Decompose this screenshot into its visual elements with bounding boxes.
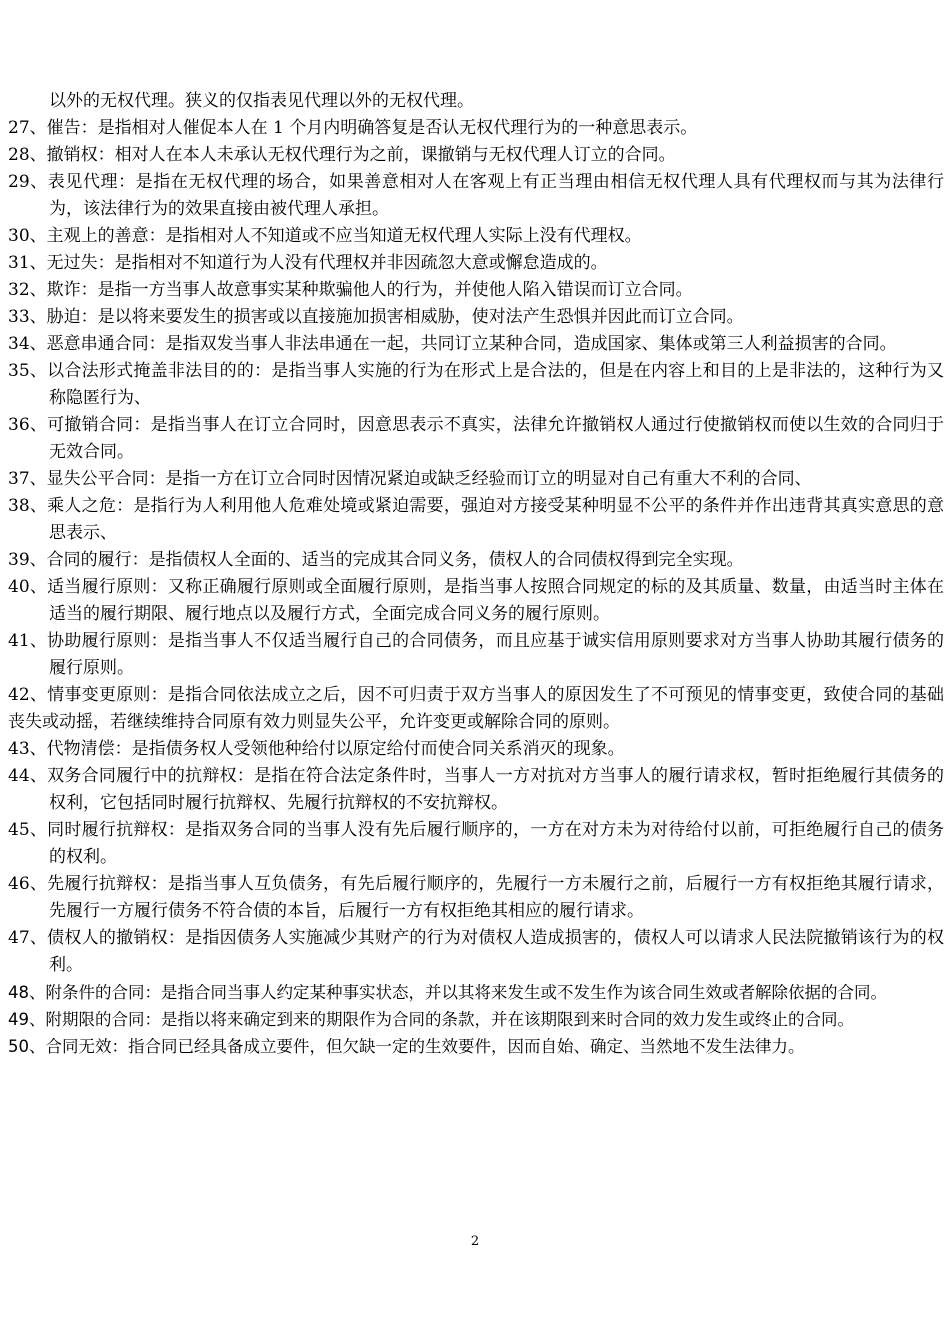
definition-item-38: 38、乘人之危：是指行为人利用他人危难处境或紧迫需要，强迫对方接受某种明显不公平的条件并作出违背其真实意思的意思表示、 (8, 496, 944, 543)
definition-item-36: 36、可撤销合同：是指当事人在订立合同时，因意思表示不真实，法律允许撤销权人通过行使撤销权而使以生效的合同归于无效合同。 (8, 415, 944, 462)
definition-item-28: 28、撤销权：相对人在本人未承认无权代理行为之前，课撤销与无权代理人订立的合同。 (8, 145, 676, 165)
definition-item-37: 37、显失公平合同：是指一方在订立合同时因情况紧迫或缺乏经验而订立的明显对自己有重大不利的合同、 (8, 469, 812, 489)
definition-item-50: 50、合同无效：指合同已经具备成立要件，但欠缺一定的生效要件，因而自始、确定、当然地不发生法律力。 (8, 1037, 805, 1056)
document-body (8, 88, 944, 1060)
definition-item-31: 31、无过失：是指相对不知道行为人没有代理权并非因疏忽大意或懈怠造成的。 (8, 253, 608, 273)
definition-item-44: 44、双务合同履行中的抗辩权：是指在符合法定条件时，当事人一方对抗对方当事人的履行请求权，暂时拒绝履行其债务的权利，它包括同时履行抗辩权、先履行抗辩权的不安抗辩权。 (8, 766, 944, 813)
definition-item-45: 45、同时履行抗辩权：是指双务合同的当事人没有先后履行顺序的，一方在对方未为对待给付以前，可拒绝履行自己的债务的权利。 (8, 820, 944, 867)
definition-item-46: 46、先履行抗辩权：是指当事人互负债务，有先后履行顺序的，先履行一方未履行之前，后履行一方有权拒绝其履行请求，先履行一方履行债务不符合债的本旨，后履行一方有权拒绝其相应的履行请求。 (8, 874, 944, 921)
definition-item-39: 39、合同的履行：是指债权人全面的、适当的完成其合同义务，债权人的合同债权得到完全实现。 (8, 550, 744, 570)
definition-item-35: 35、以合法形式掩盖非法目的的：是指当事人实施的行为在形式上是合法的，但是在内容上和目的上是非法的，这种行为又称隐匿行为、 (8, 361, 944, 408)
definition-item-32: 32、欺诈：是指一方当事人故意事实某种欺骗他人的行为，并使他人陷入错误而订立合同。 (8, 280, 693, 300)
definition-item-49: 49、附期限的合同：是指以将来确定到来的期限作为合同的条款，并在该期限到来时合同的效力发生或终止的合同。 (8, 1010, 854, 1029)
definition-item-43: 43、代物清偿：是指债务权人受领他种给付以原定给付而使合同关系消灭的现象。 (8, 739, 625, 759)
page-number: 2 (470, 1234, 480, 1249)
definition-item-29: 29、表见代理：是指在无权代理的场合，如果善意相对人在客观上有正当理由相信无权代理人具有代理权而与其为法律行为，该法律行为的效果直接由被代理人承担。 (8, 172, 944, 219)
definition-item-42: 42、情事变更原则：是指合同依法成立之后，因不可归责于双方当事人的原因发生了不可预见的情事变更，致使合同的基础丧失或动摇，若继续维持合同原有效力则显失公平，允许变更或解除合同的原则。 (8, 685, 944, 732)
definition-item-41: 41、协助履行原则：是指当事人不仅适当履行自己的合同债务，而且应基于诚实信用原则要求对方当事人协助其履行债务的履行原则。 (8, 631, 944, 678)
lead-paragraph: 以外的无权代理。狭义的仅指表见代理以外的无权代理。 (49, 91, 474, 111)
definition-item-40: 40、适当履行原则：又称正确履行原则或全面履行原则，是指当事人按照合同规定的标的及其质量、数量，由适当时主体在适当的履行期限、履行地点以及履行方式，全面完成合同义务的履行原则。 (8, 577, 944, 624)
definition-item-47: 47、债权人的撤销权：是指因债务人实施减少其财产的行为对债权人造成损害的，债权人可以请求人民法院撤销该行为的权利。 (8, 928, 944, 975)
definition-item-27: 27、催告：是指相对人催促本人在 1 个月内明确答复是否认无权代理行为的一种意思表示。 (8, 118, 698, 138)
definition-item-33: 33、胁迫：是以将来要发生的损害或以直接施加损害相威胁，使对法产生恐惧并因此而订立合同。 (8, 307, 744, 327)
definition-item-30: 30、主观上的善意：是指相对人不知道或不应当知道无权代理人实际上没有代理权。 (8, 226, 642, 246)
definition-item-48: 48、附条件的合同：是指合同当事人约定某种事实状态，并以其将来发生或不发生作为该合同生效或者解除依据的合同。 (8, 983, 887, 1002)
definition-item-34: 34、恶意串通合同：是指双发当事人非法串通在一起，共同订立某种合同，造成国家、集体或第三人利益损害的合同。 (8, 334, 897, 354)
